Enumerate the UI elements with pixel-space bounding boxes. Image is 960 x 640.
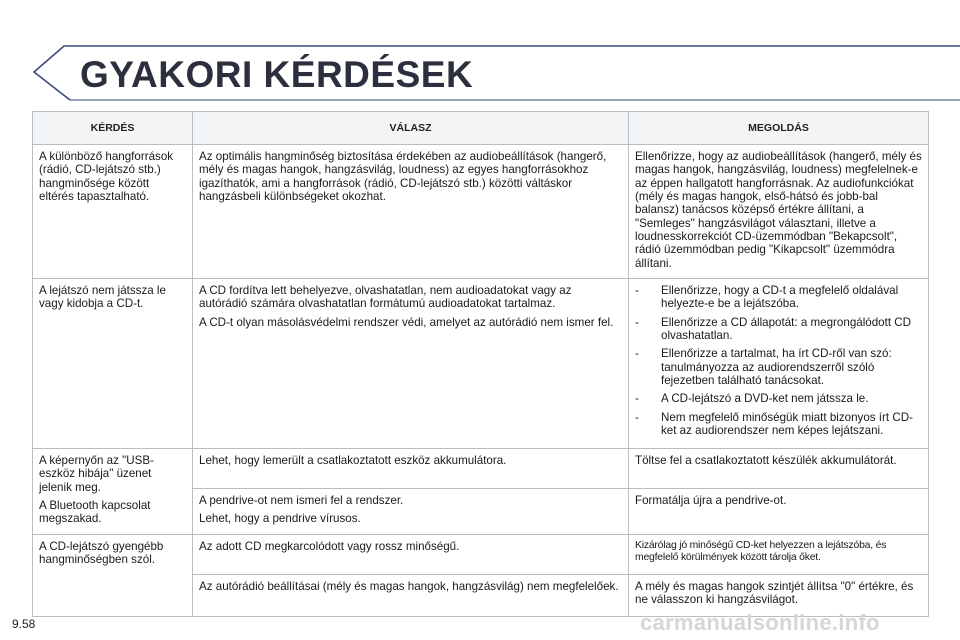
question-text: A Bluetooth kapcsolat megszakad. [39, 498, 151, 526]
table-row [33, 145, 929, 279]
list-item: - Nem megfelelő minőségük miatt bizonyos írt CD-ket az audiorendszer nem képes lejátszani. [635, 411, 923, 438]
solution-text: Kizárólag jó minőségű CD-ket helyezzen a lejátszóba, és megfelelő körülmények között tárolja őket. [635, 539, 887, 563]
answer-cell [193, 534, 629, 574]
question-cell [33, 145, 193, 279]
answer-text: Az optimális hangminőség biztosítása érdekében az audiobeállítások (hangerő, mély és magas hangok, hangzásvilág, loudness) az egyes hangforrásokhoz igazíthatók, ami a hangforrások (rádió, CD-lejátszó stb.) közötti váltáskor hangzásbeli különbségeket okozhat. [199, 150, 607, 203]
list-item: - A CD-lejátszó a DVD-ket nem játssza le. [635, 392, 923, 405]
answer-text: Lehet, hogy lemerült a csatlakoztatott eszköz akkumulátora. [199, 453, 507, 467]
answer-text: A CD-t olyan másolásvédelmi rendszer védi, amelyet az autórádió nem ismer fel. [199, 315, 614, 329]
solution-cell [629, 448, 929, 488]
page-title: GYAKORI KÉRDÉSEK [80, 54, 474, 95]
question-cell [33, 448, 193, 534]
solution-cell [629, 145, 929, 279]
answer-text: Az autórádió beállításai (mély és magas hangok, hangzásvilág) nem megfelelőek. [199, 579, 619, 593]
faq-table [32, 111, 929, 617]
question-text: A CD-lejátszó gyengébb hangminőségben szól. [39, 539, 164, 566]
question-text: A lejátszó nem játssza le vagy kidobja a CD-t. [39, 283, 166, 311]
question-text: A különböző hangforrások (rádió, CD-lejátszó stb.) hangminősége között eltérés tapasztalható. [39, 150, 174, 203]
answer-cell [193, 278, 629, 448]
answer-cell [193, 574, 629, 616]
solution-text: Formatálja újra a pendrive-ot. [635, 493, 787, 507]
header-question: KÉRDÉS [33, 112, 193, 145]
list-item: - Ellenőrizze a CD állapotát: a megrongálódott CD olvashatatlan. [635, 316, 923, 343]
answer-cell [193, 448, 629, 488]
solution-text: A mély és magas hangok szintjét állítsa "0" értékre, és ne válasszon ki hangzásvilágot. [635, 579, 914, 606]
table-row [33, 534, 929, 574]
header-banner [0, 0, 960, 110]
list-item: - Ellenőrizze a tartalmat, ha írt CD-ről van szó: tanulmányozza az audiorendszerről szóló fejezetben található tanácsokat. [635, 347, 923, 387]
solution-cell [629, 534, 929, 574]
question-cell [33, 534, 193, 616]
solution-text: Töltse fel a csatlakoztatott készülék akkumulátorát. [635, 453, 897, 467]
page-number: 9.58 [12, 617, 36, 631]
answer-text: Az adott CD megkarcolódott vagy rossz minőségű. [199, 539, 460, 553]
header-solution: MEGOLDÁS [629, 112, 929, 145]
table-row [33, 448, 929, 488]
header-answer: VÁLASZ [193, 112, 629, 145]
solution-list [635, 284, 923, 437]
answer-cell [193, 145, 629, 279]
answer-text: Lehet, hogy a pendrive vírusos. [199, 512, 361, 526]
question-text: A képernyőn az "USB-eszköz hibája" üzenet jelenik meg. [39, 453, 154, 494]
solution-cell [629, 488, 929, 534]
table-header-row [33, 112, 929, 145]
answer-cell [193, 488, 629, 534]
watermark: carmanualsonline.info [640, 610, 880, 635]
answer-text: A CD fordítva lett behelyezve, olvashatatlan, nem audioadatokat vagy az autórádió számára olvashatatlan formátumú audioadatokat tartalmaz. [199, 283, 572, 311]
answer-text: A pendrive-ot nem ismeri fel a rendszer. [199, 493, 404, 507]
solution-text: Ellenőrizze, hogy az audiobeállítások (hangerő, mély és magas hangok, hangzásvilág, loudness) megfelelnek-e az éppen hallgatott hangforrásnak. Az audiofunkciókat (mély és magas hangok, első-hátsó és jobb-bal balansz) tanácsos középső értékre állítani, a "Semleges" hangzásvilágot választani, illetve a loudnesskorrekciót CD-üzemmódban "Bekapcsolt", rádió üzemmódban pedig "Kikapcsolt" üzemmódra állítani. [635, 150, 922, 270]
solution-cell [629, 278, 929, 448]
list-item: - Ellenőrizze, hogy a CD-t a megfelelő oldalával helyezte-e be a lejátszóba. [635, 284, 923, 311]
table-row [33, 278, 929, 448]
question-cell [33, 278, 193, 448]
